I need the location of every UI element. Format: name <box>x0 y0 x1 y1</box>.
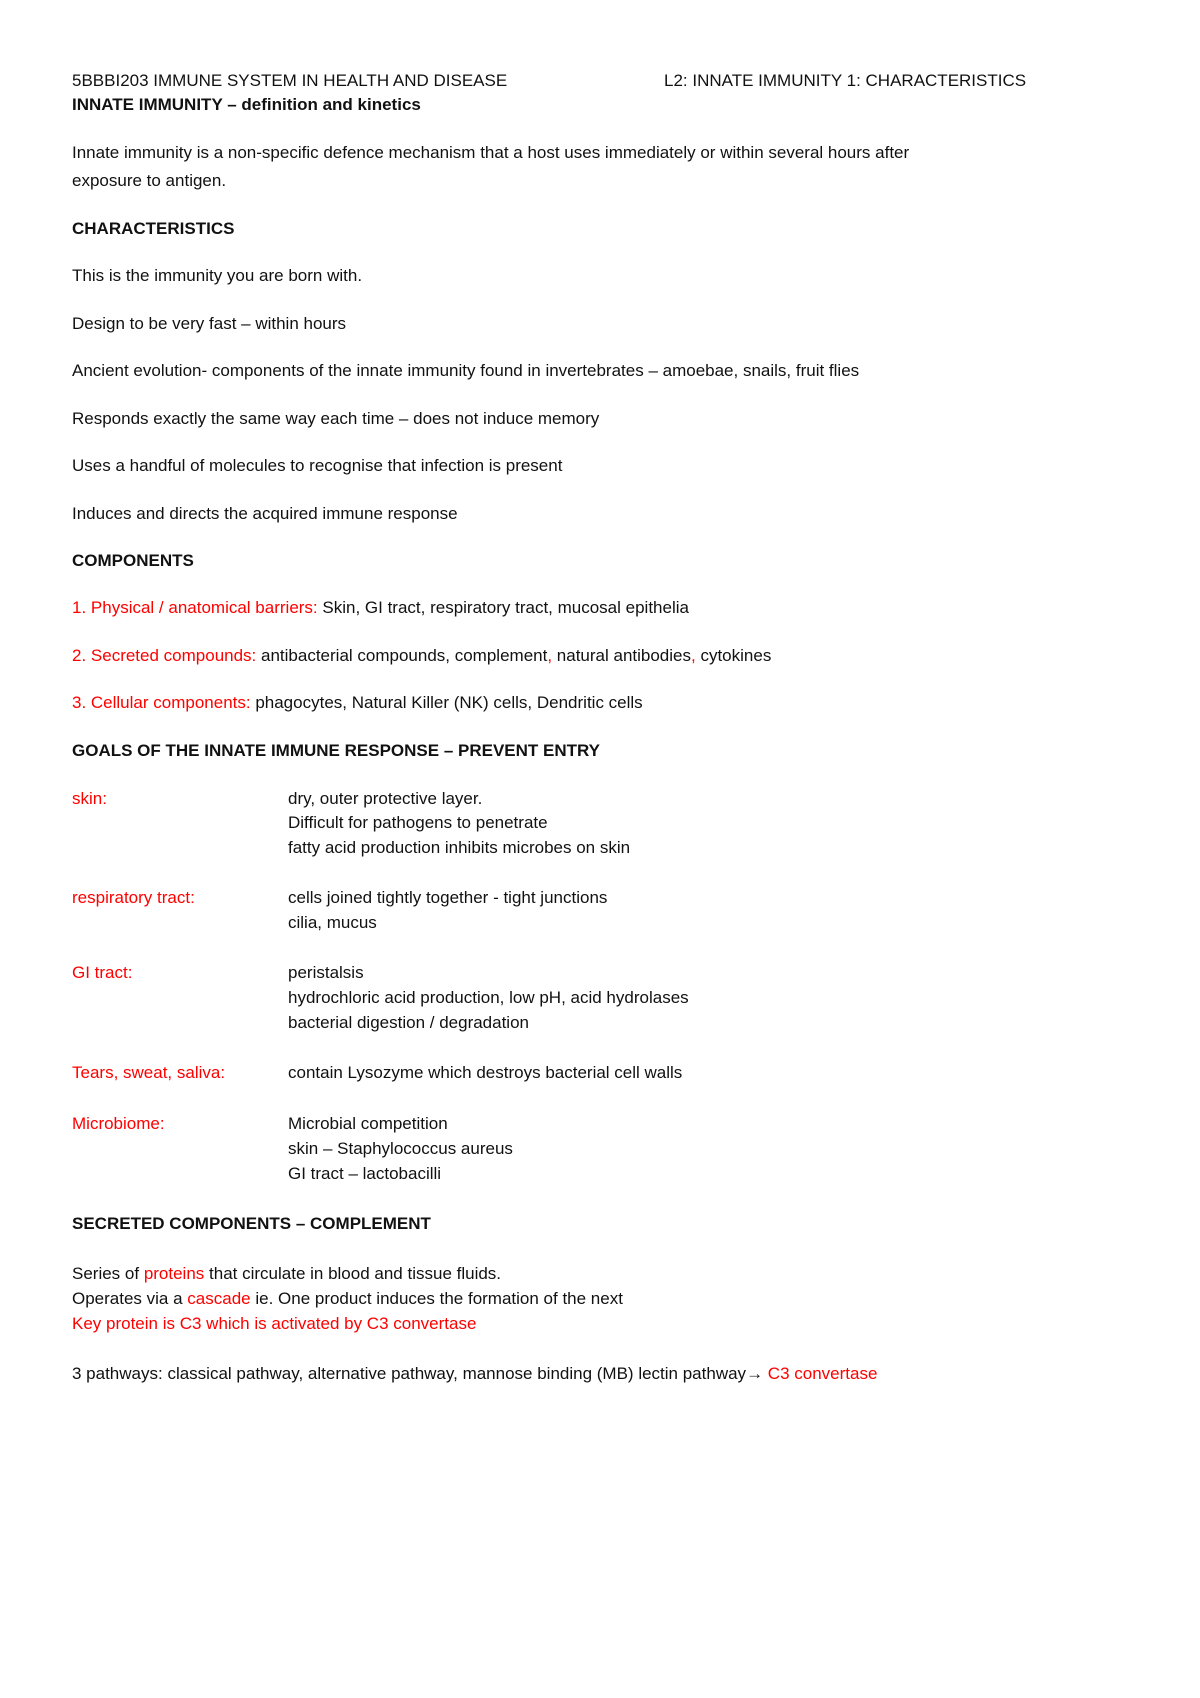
goal-line: cells joined tightly together - tight junctions <box>288 888 608 907</box>
component-text: natural antibodies <box>552 646 691 665</box>
characteristics-heading: CHARACTERISTICS <box>72 219 235 238</box>
component-text: cytokines <box>695 646 772 665</box>
component-item-secreted <box>72 645 771 667</box>
component-text: antibacterial compounds, complement <box>256 646 548 665</box>
red-comma: , <box>547 646 553 665</box>
text-span: Series of <box>72 1264 144 1283</box>
goal-line: Microbial competition <box>288 1114 448 1133</box>
characteristic-item: Uses a handful of molecules to recognise that infection is present <box>72 456 563 475</box>
text-span: ie. One product induces the formation of the next <box>250 1289 623 1308</box>
highlight-cascade: cascade <box>187 1289 251 1308</box>
red-comma: , <box>691 646 696 665</box>
highlight-c3-convertase: C3 convertase <box>763 1364 878 1383</box>
goal-label-microbiome: Microbiome: <box>72 1114 165 1133</box>
goals-heading: GOALS OF THE INNATE IMMUNE RESPONSE – PREVENT ENTRY <box>72 741 600 760</box>
goal-line: dry, outer protective layer. <box>288 789 483 808</box>
goal-line: hydrochloric acid production, low pH, acid hydrolases <box>288 988 689 1007</box>
complement-heading: SECRETED COMPONENTS – COMPLEMENT <box>72 1214 431 1233</box>
goal-label-secretions: Tears, sweat, saliva: <box>72 1063 226 1082</box>
goal-line: bacterial digestion / degradation <box>288 1013 529 1032</box>
characteristic-item: Ancient evolution- components of the innate immunity found in invertebrates – amoebae, snails, fruit flies <box>72 361 860 380</box>
goal-line: peristalsis <box>288 963 364 982</box>
complement-line-4 <box>72 1363 877 1385</box>
text-span: Operates via a <box>72 1289 188 1308</box>
lecture-header: L2: INNATE IMMUNITY 1: CHARACTERISTICS <box>664 71 1027 90</box>
characteristic-item: Responds exactly the same way each time – does not induce memory <box>72 409 600 428</box>
complement-line-1 <box>72 1263 501 1285</box>
component-label: 1. Physical / anatomical barriers: <box>72 598 318 617</box>
goal-label-gi: GI tract: <box>72 963 133 982</box>
characteristic-item: Induces and directs the acquired immune response <box>72 504 458 523</box>
goal-line: Difficult for pathogens to penetrate <box>288 813 548 832</box>
component-label: 2. Secreted compounds: <box>72 646 257 665</box>
title-main: INNATE IMMUNITY <box>72 95 223 114</box>
characteristic-item: This is the immunity you are born with. <box>72 266 363 285</box>
right-arrow-icon: → <box>746 1364 764 1383</box>
component-text: phagocytes, Natural Killer (NK) cells, Dendritic cells <box>250 693 643 712</box>
component-text: Skin, GI tract, respiratory tract, mucosal epithelia <box>317 598 689 617</box>
goal-line: GI tract – lactobacilli <box>288 1164 442 1183</box>
page-title <box>72 94 421 116</box>
intro-line-2: exposure to antigen. <box>72 171 227 190</box>
course-header: 5BBBI203 IMMUNE SYSTEM IN HEALTH AND DISEASE <box>72 71 508 90</box>
highlight-proteins: proteins <box>143 1264 205 1283</box>
goal-line: contain Lysozyme which destroys bacterial cell walls <box>288 1063 683 1082</box>
complement-line-2 <box>72 1288 623 1310</box>
component-item-cellular <box>72 692 643 714</box>
component-item-physical <box>72 597 689 619</box>
complement-line-3: Key protein is C3 which is activated by C3 convertase <box>72 1314 477 1333</box>
goal-label-respiratory: respiratory tract: <box>72 888 195 907</box>
text-span: 3 pathways: classical pathway, alternative pathway, mannose binding (MB) lectin pathway <box>72 1364 747 1383</box>
component-label: 3. Cellular components: <box>72 693 251 712</box>
title-sub: – definition and kinetics <box>222 95 421 114</box>
intro-line-1: Innate immunity is a non-specific defence mechanism that a host uses immediately or within several hours after <box>72 143 910 162</box>
components-heading: COMPONENTS <box>72 551 194 570</box>
goal-line: fatty acid production inhibits microbes on skin <box>288 838 631 857</box>
goal-line: skin – Staphylococcus aureus <box>288 1139 513 1158</box>
characteristic-item: Design to be very fast – within hours <box>72 314 347 333</box>
text-span: that circulate in blood and tissue fluids. <box>204 1264 502 1283</box>
goal-label-skin: skin: <box>72 789 107 808</box>
goal-line: cilia, mucus <box>288 913 377 932</box>
